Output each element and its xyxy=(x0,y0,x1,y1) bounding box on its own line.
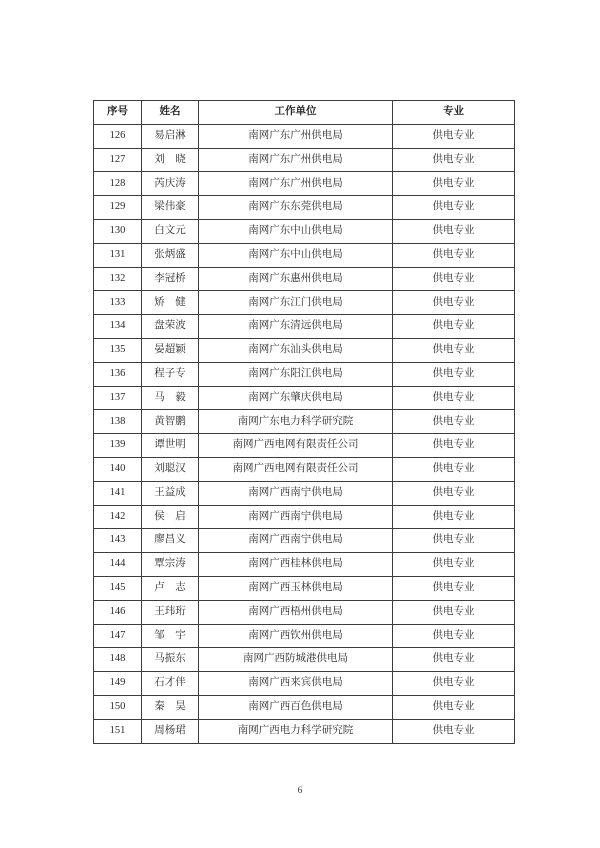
table-cell: 南网广西电网有限责任公司 xyxy=(199,434,393,458)
table-row xyxy=(94,124,515,148)
table-cell: 139 xyxy=(94,434,142,458)
table-cell: 供电专业 xyxy=(393,434,515,458)
table-cell: 供电专业 xyxy=(393,386,515,410)
table-cell: 马振东 xyxy=(142,648,199,672)
table-cell: 白文元 xyxy=(142,219,199,243)
column-header-work-unit: 工作单位 xyxy=(199,101,393,125)
table-row xyxy=(94,648,515,672)
table-cell: 黄智鹏 xyxy=(142,410,199,434)
table-cell: 128 xyxy=(94,172,142,196)
table-cell: 卢 志 xyxy=(142,576,199,600)
table-cell: 南网广西梧州供电局 xyxy=(199,600,393,624)
table-cell: 刘聪汉 xyxy=(142,457,199,481)
table-cell: 131 xyxy=(94,243,142,267)
table-cell: 晏超颖 xyxy=(142,338,199,362)
table-cell: 芮庆涛 xyxy=(142,172,199,196)
table-cell: 供电专业 xyxy=(393,672,515,696)
table-cell: 秦 昊 xyxy=(142,695,199,719)
table-cell: 南网广东中山供电局 xyxy=(199,243,393,267)
table-cell: 供电专业 xyxy=(393,529,515,553)
page-number: 6 xyxy=(297,786,303,796)
table-cell: 供电专业 xyxy=(393,315,515,339)
table-cell: 供电专业 xyxy=(393,481,515,505)
table-cell: 矫 健 xyxy=(142,291,199,315)
table-cell: 供电专业 xyxy=(393,267,515,291)
table-cell: 135 xyxy=(94,338,142,362)
table-cell: 南网广东东莞供电局 xyxy=(199,196,393,220)
table-cell: 谭世明 xyxy=(142,434,199,458)
table-cell: 南网广西电网有限责任公司 xyxy=(199,457,393,481)
table-row xyxy=(94,719,515,743)
table-row xyxy=(94,553,515,577)
table-cell: 151 xyxy=(94,719,142,743)
table-cell: 供电专业 xyxy=(393,219,515,243)
table-cell: 133 xyxy=(94,291,142,315)
table-cell: 盘荣波 xyxy=(142,315,199,339)
table-cell: 147 xyxy=(94,624,142,648)
table-row xyxy=(94,672,515,696)
table-cell: 南网广西防城港供电局 xyxy=(199,648,393,672)
table-cell: 南网广东广州供电局 xyxy=(199,172,393,196)
table-cell: 南网广西百色供电局 xyxy=(199,695,393,719)
table-cell: 易启淋 xyxy=(142,124,199,148)
table-cell: 刘 晓 xyxy=(142,148,199,172)
table-row xyxy=(94,172,515,196)
table-cell: 南网广东中山供电局 xyxy=(199,219,393,243)
table-cell: 供电专业 xyxy=(393,457,515,481)
table-cell: 供电专业 xyxy=(393,124,515,148)
table-row xyxy=(94,505,515,529)
table-cell: 143 xyxy=(94,529,142,553)
table-cell: 南网广东江门供电局 xyxy=(199,291,393,315)
table-cell: 供电专业 xyxy=(393,600,515,624)
table-row xyxy=(94,315,515,339)
table-cell: 供电专业 xyxy=(393,719,515,743)
table-cell: 南网广西南宁供电局 xyxy=(199,505,393,529)
table-cell: 梁伟豪 xyxy=(142,196,199,220)
table-cell: 供电专业 xyxy=(393,338,515,362)
table-cell: 南网广西桂林供电局 xyxy=(199,553,393,577)
table-cell: 马 毅 xyxy=(142,386,199,410)
table-cell: 南网广西玉林供电局 xyxy=(199,576,393,600)
table-cell: 145 xyxy=(94,576,142,600)
table-row xyxy=(94,267,515,291)
table-cell: 石才伴 xyxy=(142,672,199,696)
table-cell: 供电专业 xyxy=(393,505,515,529)
table-cell: 覃宗涛 xyxy=(142,553,199,577)
table-cell: 供电专业 xyxy=(393,362,515,386)
table-cell: 南网广东阳江供电局 xyxy=(199,362,393,386)
table-row xyxy=(94,434,515,458)
table-row xyxy=(94,624,515,648)
table-cell: 南网广东广州供电局 xyxy=(199,148,393,172)
table-row xyxy=(94,386,515,410)
table-cell: 南网广西南宁供电局 xyxy=(199,481,393,505)
table-cell: 132 xyxy=(94,267,142,291)
table-cell: 张炳盛 xyxy=(142,243,199,267)
table-cell: 126 xyxy=(94,124,142,148)
table-cell: 供电专业 xyxy=(393,624,515,648)
table-cell: 南网广东肇庆供电局 xyxy=(199,386,393,410)
table-cell: 程子专 xyxy=(142,362,199,386)
table-row xyxy=(94,600,515,624)
table-cell: 南网广东惠州供电局 xyxy=(199,267,393,291)
table-cell: 供电专业 xyxy=(393,648,515,672)
table-cell: 150 xyxy=(94,695,142,719)
table-row xyxy=(94,338,515,362)
table-cell: 李冠桥 xyxy=(142,267,199,291)
table-cell: 130 xyxy=(94,219,142,243)
table-row xyxy=(94,243,515,267)
table-cell: 南网广东电力科学研究院 xyxy=(199,410,393,434)
column-header-major: 专业 xyxy=(393,101,515,125)
table-cell: 周杨珺 xyxy=(142,719,199,743)
table-cell: 供电专业 xyxy=(393,243,515,267)
table-cell: 129 xyxy=(94,196,142,220)
table-row xyxy=(94,219,515,243)
table-cell: 142 xyxy=(94,505,142,529)
table-row xyxy=(94,529,515,553)
table-row xyxy=(94,576,515,600)
table-row xyxy=(94,148,515,172)
table-cell: 137 xyxy=(94,386,142,410)
table-row xyxy=(94,695,515,719)
table-cell: 南网广西电力科学研究院 xyxy=(199,719,393,743)
table-cell: 供电专业 xyxy=(393,695,515,719)
table-cell: 王玮珩 xyxy=(142,600,199,624)
table-cell: 138 xyxy=(94,410,142,434)
table-row xyxy=(94,196,515,220)
table-cell: 南网广东清远供电局 xyxy=(199,315,393,339)
table-cell: 南网广西钦州供电局 xyxy=(199,624,393,648)
table-header-row xyxy=(94,101,515,125)
roster-table xyxy=(93,100,515,744)
table-cell: 王益成 xyxy=(142,481,199,505)
table-cell: 供电专业 xyxy=(393,172,515,196)
table-cell: 134 xyxy=(94,315,142,339)
table-cell: 140 xyxy=(94,457,142,481)
table-cell: 侯 启 xyxy=(142,505,199,529)
table-cell: 146 xyxy=(94,600,142,624)
table-cell: 供电专业 xyxy=(393,576,515,600)
table-cell: 供电专业 xyxy=(393,410,515,434)
table-cell: 141 xyxy=(94,481,142,505)
table-cell: 144 xyxy=(94,553,142,577)
table-cell: 南网广东汕头供电局 xyxy=(199,338,393,362)
table-row xyxy=(94,481,515,505)
table-cell: 南网广西南宁供电局 xyxy=(199,529,393,553)
table-cell: 供电专业 xyxy=(393,196,515,220)
table-row xyxy=(94,362,515,386)
table-cell: 南网广西来宾供电局 xyxy=(199,672,393,696)
table-cell: 供电专业 xyxy=(393,148,515,172)
table-cell: 149 xyxy=(94,672,142,696)
table-cell: 148 xyxy=(94,648,142,672)
table-cell: 供电专业 xyxy=(393,553,515,577)
column-header-index: 序号 xyxy=(94,101,142,125)
table-cell: 供电专业 xyxy=(393,291,515,315)
table-row xyxy=(94,291,515,315)
table-cell: 南网广东广州供电局 xyxy=(199,124,393,148)
column-header-name: 姓名 xyxy=(142,101,199,125)
table-cell: 127 xyxy=(94,148,142,172)
table-body xyxy=(94,124,515,743)
table-cell: 邹 宇 xyxy=(142,624,199,648)
table-row xyxy=(94,457,515,481)
table-row xyxy=(94,410,515,434)
table-cell: 136 xyxy=(94,362,142,386)
table-cell: 廖昌义 xyxy=(142,529,199,553)
